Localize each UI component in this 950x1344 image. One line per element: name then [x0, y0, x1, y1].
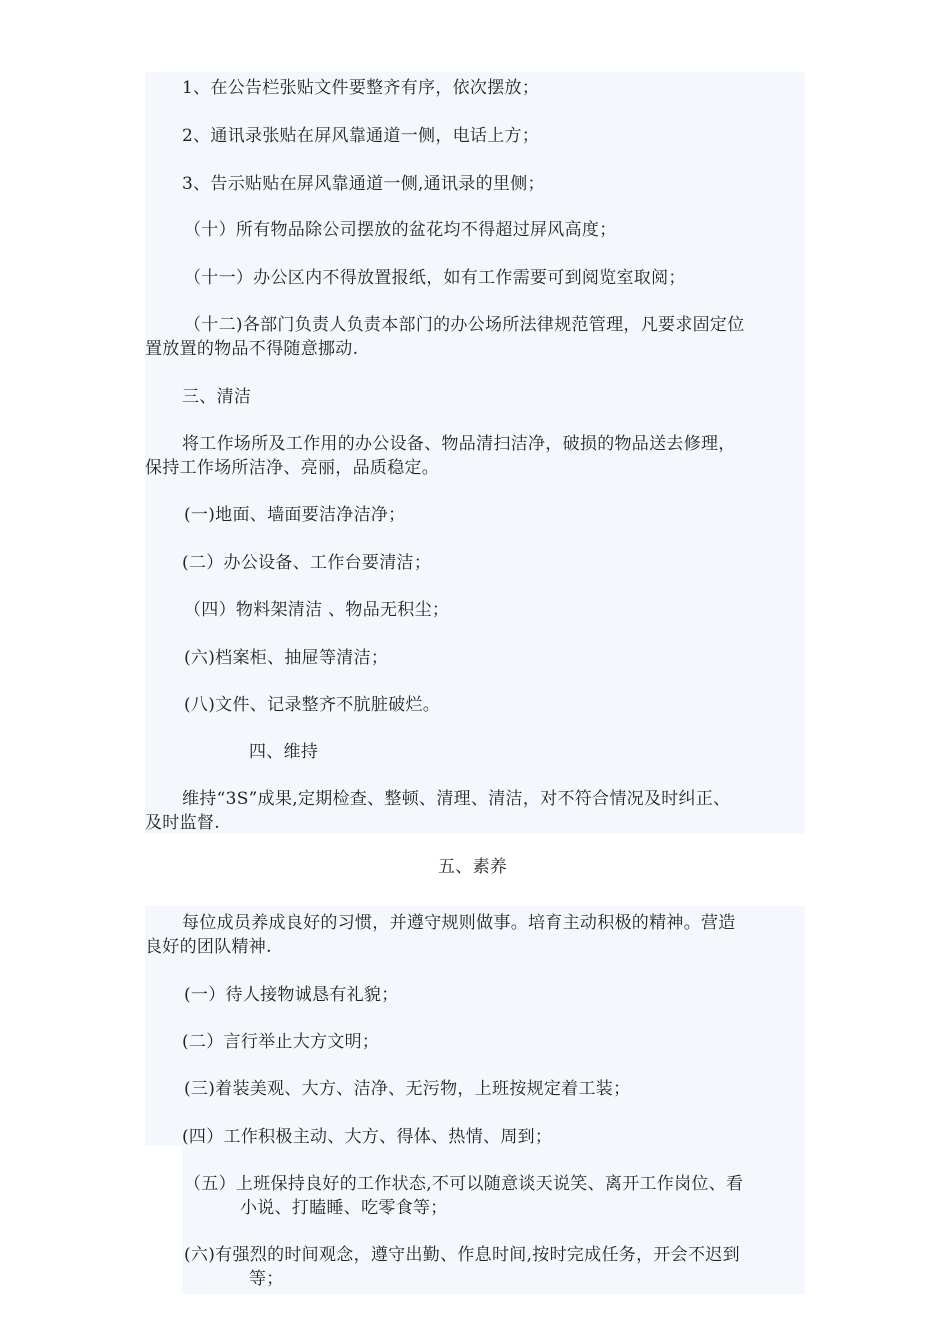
text-line: 维持“3S”成果,定期检查、整顿、清理、清洁，对不符合情况及时纠正、 — [182, 789, 731, 809]
text-line: （十二)各部门负责人负责本部门的办公场所法律规范管理，凡要求固定位 — [184, 315, 745, 335]
section-heading: 三、清洁 — [182, 387, 252, 407]
text-line: 置放置的物品不得随意挪动. — [145, 339, 359, 359]
text-line: 2、通讯录张贴在屏风靠通道一侧，电话上方； — [182, 126, 540, 146]
text-line: 3、告示贴贴在屏风靠通道一侧,通讯录的里侧； — [182, 174, 545, 194]
text-line: (一)地面、墙面要洁净洁净； — [184, 505, 406, 525]
section-heading: 四、维持 — [249, 742, 319, 762]
text-line: (二）言行举止大方文明； — [182, 1032, 380, 1052]
text-line: 等； — [249, 1269, 284, 1289]
text-line: (八)文件、记录整齐不肮脏破烂。 — [184, 695, 441, 715]
text-line: 保持工作场所洁净、亮丽，品质稳定。 — [145, 458, 440, 478]
text-line: （五）上班保持良好的工作状态,不可以随意谈天说笑、离开工作岗位、看 — [184, 1174, 744, 1194]
text-line: （四）物料架清洁 、物品无积尘； — [184, 600, 450, 620]
text-line: 1、在公告栏张贴文件要整齐有序，依次摆放； — [182, 78, 540, 98]
text-line: （十一）办公区内不得放置报纸，如有工作需要可到阅览室取阅； — [184, 268, 686, 288]
text-line: (一）待人接物诚恳有礼貌； — [184, 985, 399, 1005]
text-line: 小说、打瞌睡、吃零食等； — [240, 1198, 448, 1218]
text-line: 及时监督. — [145, 813, 220, 833]
text-line: (二）办公设备、工作台要清洁； — [182, 553, 432, 573]
text-line: （十）所有物品除公司摆放的盆花均不得超过屏风高度； — [184, 220, 617, 240]
text-line: 良好的团队精神. — [145, 937, 272, 957]
text-line: 将工作场所及工作用的办公设备、物品清扫洁净，破损的物品送去修理， — [182, 434, 736, 454]
section-heading: 五、素养 — [438, 857, 508, 877]
text-line: (六)档案柜、抽屉等清洁； — [184, 648, 389, 668]
text-line: 每位成员养成良好的习惯，并遵守规则做事。培育主动积极的精神。营造 — [182, 913, 736, 933]
text-line: (四）工作积极主动、大方、得体、热情、周到； — [182, 1127, 553, 1147]
text-line: (三)着装美观、大方、洁净、无污物，上班按规定着工装； — [184, 1079, 631, 1099]
text-line: (六)有强烈的时间观念，遵守出勤、作息时间,按时完成任务，开会不迟到 — [184, 1245, 740, 1265]
